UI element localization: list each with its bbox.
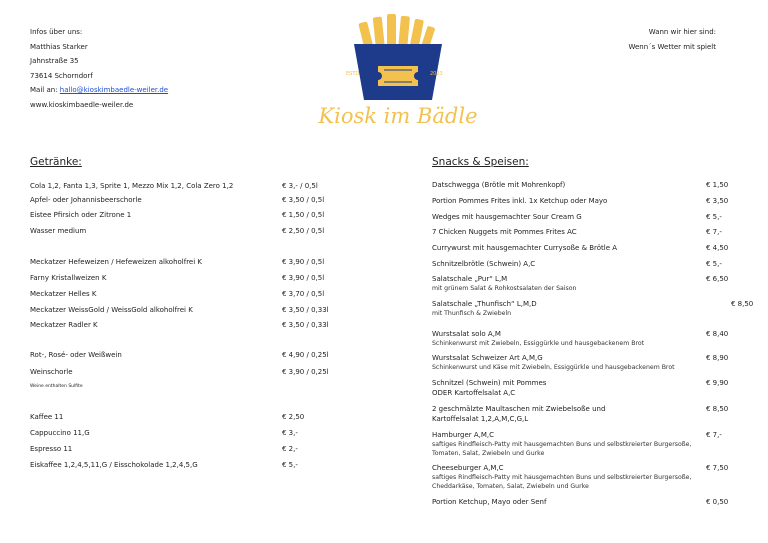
snack-name: 7 Chicken Nuggets mit Pommes Frites AC: [432, 228, 577, 236]
wine-note: Weine enthalten Sulfite: [30, 384, 83, 389]
drink-price: € 3,-: [282, 429, 298, 437]
drinks-heading: Getränke:: [30, 156, 82, 168]
drink-name: Meckatzer Helles K: [30, 290, 97, 298]
drink-price: € 3,90 / 0,5l: [282, 258, 325, 266]
snack-price: € 8,50: [706, 405, 729, 413]
drink-price: € 3,- / 0,5l: [282, 182, 318, 190]
snack-desc: saftiges Rindfleisch-Patty mit hausgemachten Buns und selbstkreierter Burgersoße, Tomaten, Salat, Zwiebeln und Gurke: [432, 441, 692, 457]
snack-name: 2 geschmälzte Maultaschen mit Zwiebelsoße und: [432, 405, 606, 413]
hours-block: [628, 25, 716, 55]
snack-price: € 0,50: [706, 498, 729, 506]
logo-estd: ESTD: [346, 71, 360, 77]
snack-name: Schnitzel (Schwein) mit Pommes: [432, 379, 547, 387]
contact-name: Matthias Starker: [30, 42, 88, 51]
drink-price: € 1,50 / 0,5l: [282, 211, 325, 219]
snack-price: € 8,90: [706, 354, 729, 362]
snack-name: Wurstsalat solo A,M: [432, 330, 501, 338]
snack-desc: mit grünem Salat & Rohkostsalaten der Saison: [432, 285, 577, 292]
snack-name: Schnitzelbrötle (Schwein) A,C: [432, 260, 536, 268]
contact-mail-row: [30, 83, 168, 98]
logo-name: Kiosk im Bädle: [318, 104, 478, 128]
hours-value: Wenn´s Wetter mit spielt: [628, 43, 716, 51]
drink-price: € 3,50 / 0,5l: [282, 196, 325, 204]
drink-name: Eiskaffee 1,2,4,5,11,G / Eisschokolade 1,2,4,5,G: [30, 461, 198, 469]
snack-price: € 1,50: [706, 181, 729, 189]
snack-price: € 8,50: [731, 300, 754, 308]
snack-name: Wurstsalat Schweizer Art A,M,G: [432, 354, 543, 362]
snack-desc: Schinkenwurst und Käse mit Zwiebeln, Essiggürkle und hausgebackenem Brot: [432, 364, 675, 371]
drink-name: Farny Kristallweizen K: [30, 274, 107, 282]
snack-price: € 7,-: [706, 228, 722, 236]
drink-name: Cappuccino 11,G: [30, 429, 90, 437]
drink-price: € 3,50 / 0,33l: [282, 321, 329, 329]
drink-name: Cola 1,2, Fanta 1,3, Sprite 1, Mezzo Mix 1,2, Cola Zero 1,2: [30, 182, 234, 190]
drink-price: € 2,50 / 0,5l: [282, 227, 325, 235]
snack-price: € 8,40: [706, 330, 729, 338]
snack-price: € 7,50: [706, 464, 729, 472]
snack-desc: Kartoffelsalat 1,2,A,M,C,G,L: [432, 415, 529, 423]
snack-name: Salatschale „Pur“ L,M: [432, 275, 508, 283]
snack-name: Currywurst mit hausgemachter Currysoße & Brötle A: [432, 244, 618, 252]
snack-desc: mit Thunfisch & Zwiebeln: [432, 310, 512, 317]
snack-price: € 6,50: [706, 275, 729, 283]
drink-price: € 3,70 / 0,5l: [282, 290, 325, 298]
snack-price: € 9,90: [706, 379, 729, 387]
logo-year: 2023: [430, 71, 443, 77]
contact-street: Jahnstraße 35: [30, 57, 79, 65]
mail-link[interactable]: hallo@kioskimbaedle-weiler.de: [59, 86, 169, 94]
snack-name: Portion Ketchup, Mayo oder Senf: [432, 498, 547, 506]
drink-name: Rot-, Rosé- oder Weißwein: [30, 351, 122, 359]
contact-label: Infos über uns:: [30, 28, 83, 36]
drink-name: Weinschorle: [30, 368, 73, 376]
drink-price: € 3,90 / 0,5l: [282, 274, 325, 282]
drink-price: € 2,50: [282, 413, 305, 421]
snack-name: Cheeseburger A,M,C: [432, 464, 504, 472]
snack-name: Datschwegga (Brötle mit Mohrenkopf): [432, 181, 566, 189]
snack-price: € 7,-: [706, 431, 722, 439]
drink-price: € 4,90 / 0,25l: [282, 351, 329, 359]
contact-web[interactable]: www.kioskimbaedle-weiler.de: [30, 100, 134, 109]
drink-name: Meckatzer Radler K: [30, 321, 98, 329]
drink-name: Wasser medium: [30, 227, 87, 235]
drink-name: Kaffee 11: [30, 413, 64, 421]
snack-name: Salatschale „Thunfisch“ L,M,D: [432, 300, 537, 308]
drink-price: € 3,90 / 0,25l: [282, 368, 329, 376]
snack-price: € 4,50: [706, 244, 729, 252]
snack-name: Portion Pommes Frites inkl. 1x Ketchup oder Mayo: [432, 197, 608, 205]
contact-block: [30, 25, 168, 112]
contact-city: 73614 Schorndorf: [30, 71, 93, 80]
mail-label: Mail an:: [30, 86, 58, 94]
hours-label: Wann wir hier sind:: [648, 28, 716, 36]
drink-price: € 5,-: [282, 461, 298, 469]
drink-name: Meckatzer Hefeweizen / Hefeweizen alkoholfrei K: [30, 258, 202, 266]
snack-desc: saftiges Rindfleisch-Patty mit hausgemachten Buns und selbstkreierter Burgersoße, Cheddarkäse, Tomaten, Salat, Zwiebeln und Gurke: [432, 474, 692, 490]
drink-price: € 2,-: [282, 445, 298, 453]
snack-price: € 3,50: [706, 197, 729, 205]
drink-price: € 3,50 / 0,33l: [282, 306, 329, 314]
snack-desc: Schinkenwurst mit Zwiebeln, Essiggürkle und hausgebackenem Brot: [432, 340, 645, 347]
kiosk-logo: [318, 14, 478, 144]
drink-name: Meckatzer WeissGold / WeissGold alkoholfrei K: [30, 306, 193, 314]
snack-name: Hamburger A,M,C: [432, 431, 495, 439]
snack-price: € 5,-: [706, 213, 722, 221]
snack-price: € 5,-: [706, 260, 722, 268]
snacks-heading: Snacks & Speisen:: [432, 156, 529, 168]
drink-name: Apfel- oder Johannisbeerschorle: [30, 196, 142, 204]
snack-name: Wedges mit hausgemachter Sour Cream G: [432, 213, 582, 221]
drink-name: Espresso 11: [30, 445, 73, 453]
snack-desc: ODER Kartoffelsalat A,C: [432, 389, 516, 397]
drink-name: Eistee Pfirsich oder Zitrone 1: [30, 211, 132, 219]
